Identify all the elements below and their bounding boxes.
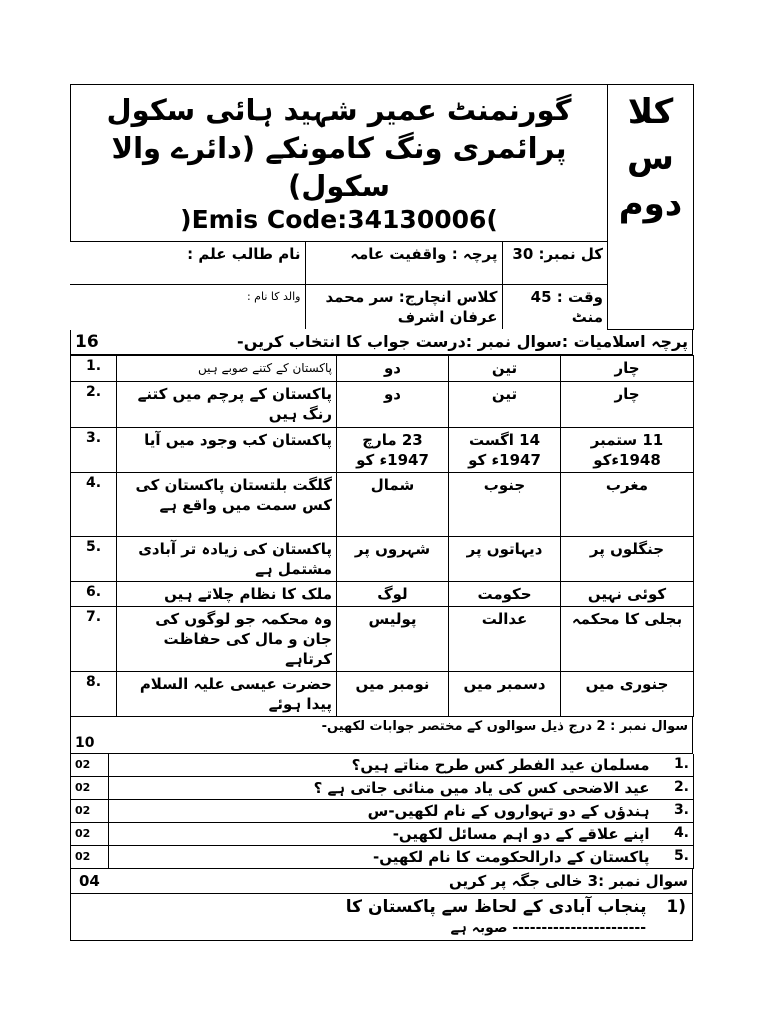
section1-title-cell	[71, 330, 693, 355]
option-a: پولیس	[337, 606, 449, 671]
time-label: وقت : 45 منٹ	[502, 285, 607, 330]
option-c: مغرب	[561, 472, 694, 536]
question-number: 7.	[71, 606, 117, 671]
option-b: تین	[449, 381, 561, 427]
option-c: چار	[561, 355, 694, 381]
question-marks: 02	[71, 822, 109, 845]
table-row	[71, 427, 694, 472]
table-row	[71, 581, 694, 606]
question-number: 6.	[71, 581, 117, 606]
option-c: 11 ستمبر 1948ءکو	[561, 427, 694, 472]
question-number: 4.	[654, 822, 694, 845]
question-text: پاکستان کی زیادہ تر آبادی مشتمل ہے	[117, 536, 337, 581]
question-text: حضرت عیسی علیہ السلام پیدا ہوئے	[117, 671, 337, 716]
header-table	[70, 84, 694, 330]
option-c: چار	[561, 381, 694, 427]
option-c: جنوری میں	[561, 671, 694, 716]
emis-code: )Emis Code:34130006(	[180, 205, 498, 234]
table-row	[71, 754, 694, 777]
exam-sheet	[70, 84, 693, 941]
option-b: تین	[449, 355, 561, 381]
table-row	[71, 355, 694, 381]
option-c: بجلی کا محکمہ	[561, 606, 694, 671]
question-number: 5.	[654, 845, 694, 868]
fill-blank-number: 1)	[666, 896, 686, 917]
section1-title: پرچہ اسلامیات :سوال نمبر :درست جواب کا انتخاب کریں-	[237, 331, 688, 351]
school-name: گورنمنٹ عمیر شہید ہائی سکول پرائمری ونگ کامونکے (دائرے والا سکول)	[106, 93, 572, 203]
section1-header	[70, 330, 693, 355]
option-a: 23 مارچ 1947ء کو	[337, 427, 449, 472]
question-text: وہ محکمہ جو لوگوں کی جان و مال کی حفاظت کرتاہے	[117, 606, 337, 671]
option-a: شہروں پر	[337, 536, 449, 581]
option-b: جنوب	[449, 472, 561, 536]
class-label: کلا س دوم	[618, 92, 683, 224]
short-questions-table	[70, 754, 694, 869]
option-a: دو	[337, 381, 449, 427]
option-b: دسمبر میں	[449, 671, 561, 716]
table-row	[71, 606, 694, 671]
section2-title-cell	[71, 717, 693, 754]
option-a: لوگ	[337, 581, 449, 606]
table-row	[71, 799, 694, 822]
question-number: 4.	[71, 472, 117, 536]
father-name-label: والد کا نام :	[70, 285, 305, 330]
option-a: نومبر میں	[337, 671, 449, 716]
student-name-label: نام طالب علم :	[70, 242, 305, 285]
question-text: عید الاضحی کس کی یاد میں منائی جاتی ہے ؟	[109, 776, 654, 799]
option-b: عدالت	[449, 606, 561, 671]
table-row	[71, 472, 694, 536]
question-number: 2.	[654, 776, 694, 799]
option-b: حکومت	[449, 581, 561, 606]
question-text: پاکستان کے کتنے صوبے ہیں	[117, 355, 337, 381]
total-marks: کل نمبر: 30	[502, 242, 607, 285]
table-row	[71, 822, 694, 845]
table-row	[71, 845, 694, 868]
table-row	[71, 776, 694, 799]
question-number: 1.	[654, 754, 694, 777]
question-number: 3.	[654, 799, 694, 822]
fill-blank-line: ----------------------- صوبہ ہے	[450, 919, 646, 936]
question-marks: 02	[71, 754, 109, 777]
school-block	[71, 85, 608, 242]
section2-header	[70, 717, 693, 754]
class-incharge: کلاس انچارج: سر محمد عرفان اشرف	[305, 285, 502, 330]
table-row	[71, 671, 694, 716]
section1-marks: 16	[75, 331, 99, 352]
option-b: دیہاتوں پر	[449, 536, 561, 581]
question-text: ملک کا نظام چلاتے ہیں	[117, 581, 337, 606]
option-a: دو	[337, 355, 449, 381]
section2-title: سوال نمبر : 2 درج ذیل سوالوں کے مختصر جوابات لکھیں-	[321, 718, 688, 734]
question-text: ہندؤں کے دو تہواروں کے نام لکھیں-س	[109, 799, 654, 822]
question-number: 2.	[71, 381, 117, 427]
section3-table	[70, 869, 693, 941]
question-marks: 02	[71, 799, 109, 822]
section3-question	[71, 893, 693, 940]
section3-title: سوال نمبر :3 خالی جگہ پر کریں	[449, 871, 688, 890]
class-label-cell	[608, 85, 694, 330]
question-text: پاکستان کے پرچم میں کتنے رنگ ہیں	[117, 381, 337, 427]
question-text: پاکستان کب وجود میں آیا	[117, 427, 337, 472]
question-text: اپنے علاقے کے دو اہم مسائل لکھیں-	[109, 822, 654, 845]
question-number: 5.	[71, 536, 117, 581]
info-row-1	[70, 242, 607, 329]
table-row	[71, 536, 694, 581]
paper-name: پرچہ : واقفیت عامہ	[305, 242, 502, 285]
option-c: کوئی نہیں	[561, 581, 694, 606]
section2-marks: 10	[75, 734, 95, 751]
mcq-table	[70, 355, 694, 717]
option-b: 14 اگست 1947ء کو	[449, 427, 561, 472]
table-row	[71, 381, 694, 427]
fill-blank-text: پنجاب آبادی کے لحاظ سے پاکستان کا	[345, 896, 647, 917]
section3-title-cell	[71, 869, 693, 894]
option-a: شمال	[337, 472, 449, 536]
question-number: 1.	[71, 355, 117, 381]
question-text: مسلمان عید الفطر کس طرح مناتے ہیں؟	[109, 754, 654, 777]
question-number: 8.	[71, 671, 117, 716]
question-text: گلگت بلتستان پاکستان کی کس سمت میں واقع ہے	[117, 472, 337, 536]
question-marks: 02	[71, 776, 109, 799]
question-text: پاکستان کے دارالحکومت کا نام لکھیں-	[109, 845, 654, 868]
option-c: جنگلوں پر	[561, 536, 694, 581]
section3-marks: 04	[79, 871, 100, 890]
question-number: 3.	[71, 427, 117, 472]
question-marks: 02	[71, 845, 109, 868]
